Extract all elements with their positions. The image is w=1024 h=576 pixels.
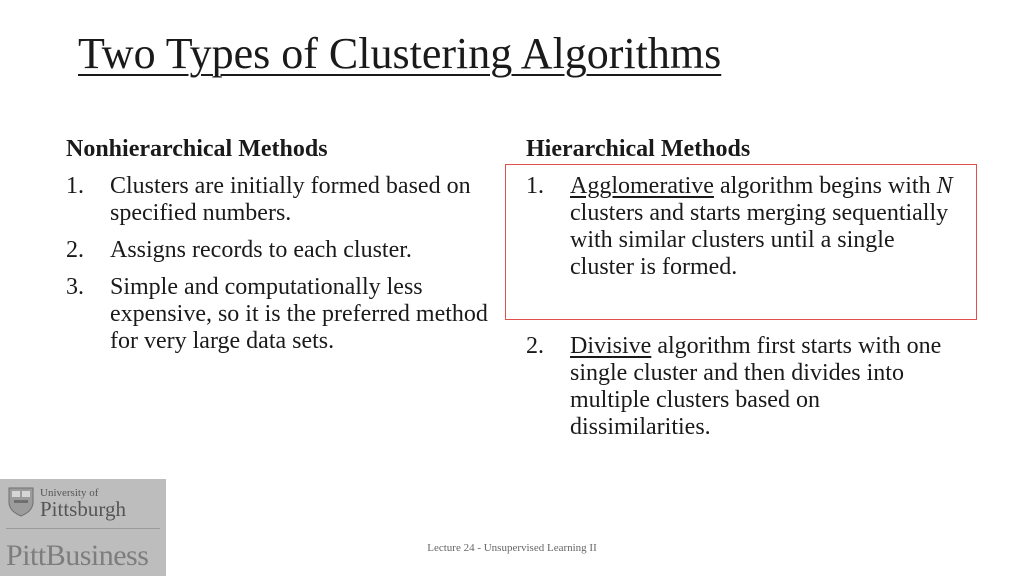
list-number: 1. (526, 173, 544, 199)
list-item (526, 333, 956, 441)
list-text: Simple and computationally less expensive, so it is the preferred method for very large data sets. (110, 274, 488, 354)
slide-footer: Lecture 24 - Unsupervised Learning II (427, 542, 597, 554)
list-text: Assigns records to each cluster. (110, 237, 412, 263)
list-number: 3. (66, 274, 84, 300)
n-variable: N (936, 173, 953, 199)
nonhierarchical-column (66, 136, 496, 365)
list-item (66, 237, 496, 264)
logo-university-text: University of (40, 487, 99, 499)
list-text (570, 173, 956, 281)
agglomerative-term: Agglomerative (570, 173, 714, 199)
list-text-part: clusters and starts merging sequentially with similar clusters until a single cluster is formed. (570, 200, 949, 280)
hierarchical-column (526, 136, 956, 451)
list-item (66, 274, 496, 355)
university-logo (0, 479, 166, 576)
hierarchical-heading: Hierarchical Methods (526, 136, 751, 162)
list-text (570, 333, 956, 441)
list-number: 2. (66, 237, 84, 263)
logo-pittsburgh-text: Pittsburgh (40, 497, 126, 521)
list-number: 2. (526, 333, 544, 359)
slide-title: Two Types of Clustering Algorithms (78, 29, 722, 78)
list-item (526, 173, 956, 281)
list-text: Clusters are initially formed based on specified numbers. (110, 173, 471, 226)
logo-pittbusiness-text: PittBusiness (6, 539, 149, 572)
nonhierarchical-heading: Nonhierarchical Methods (66, 136, 328, 162)
list-text-part: algorithm first starts with one single cluster and then divides into multiple clusters based on dissimilarities. (570, 333, 942, 440)
divisive-term: Divisive (570, 333, 652, 359)
list-number: 1. (66, 173, 84, 199)
shield-icon (8, 487, 34, 517)
list-item (66, 173, 496, 227)
logo-divider (6, 528, 160, 529)
list-text-part: algorithm begins with (713, 173, 937, 199)
